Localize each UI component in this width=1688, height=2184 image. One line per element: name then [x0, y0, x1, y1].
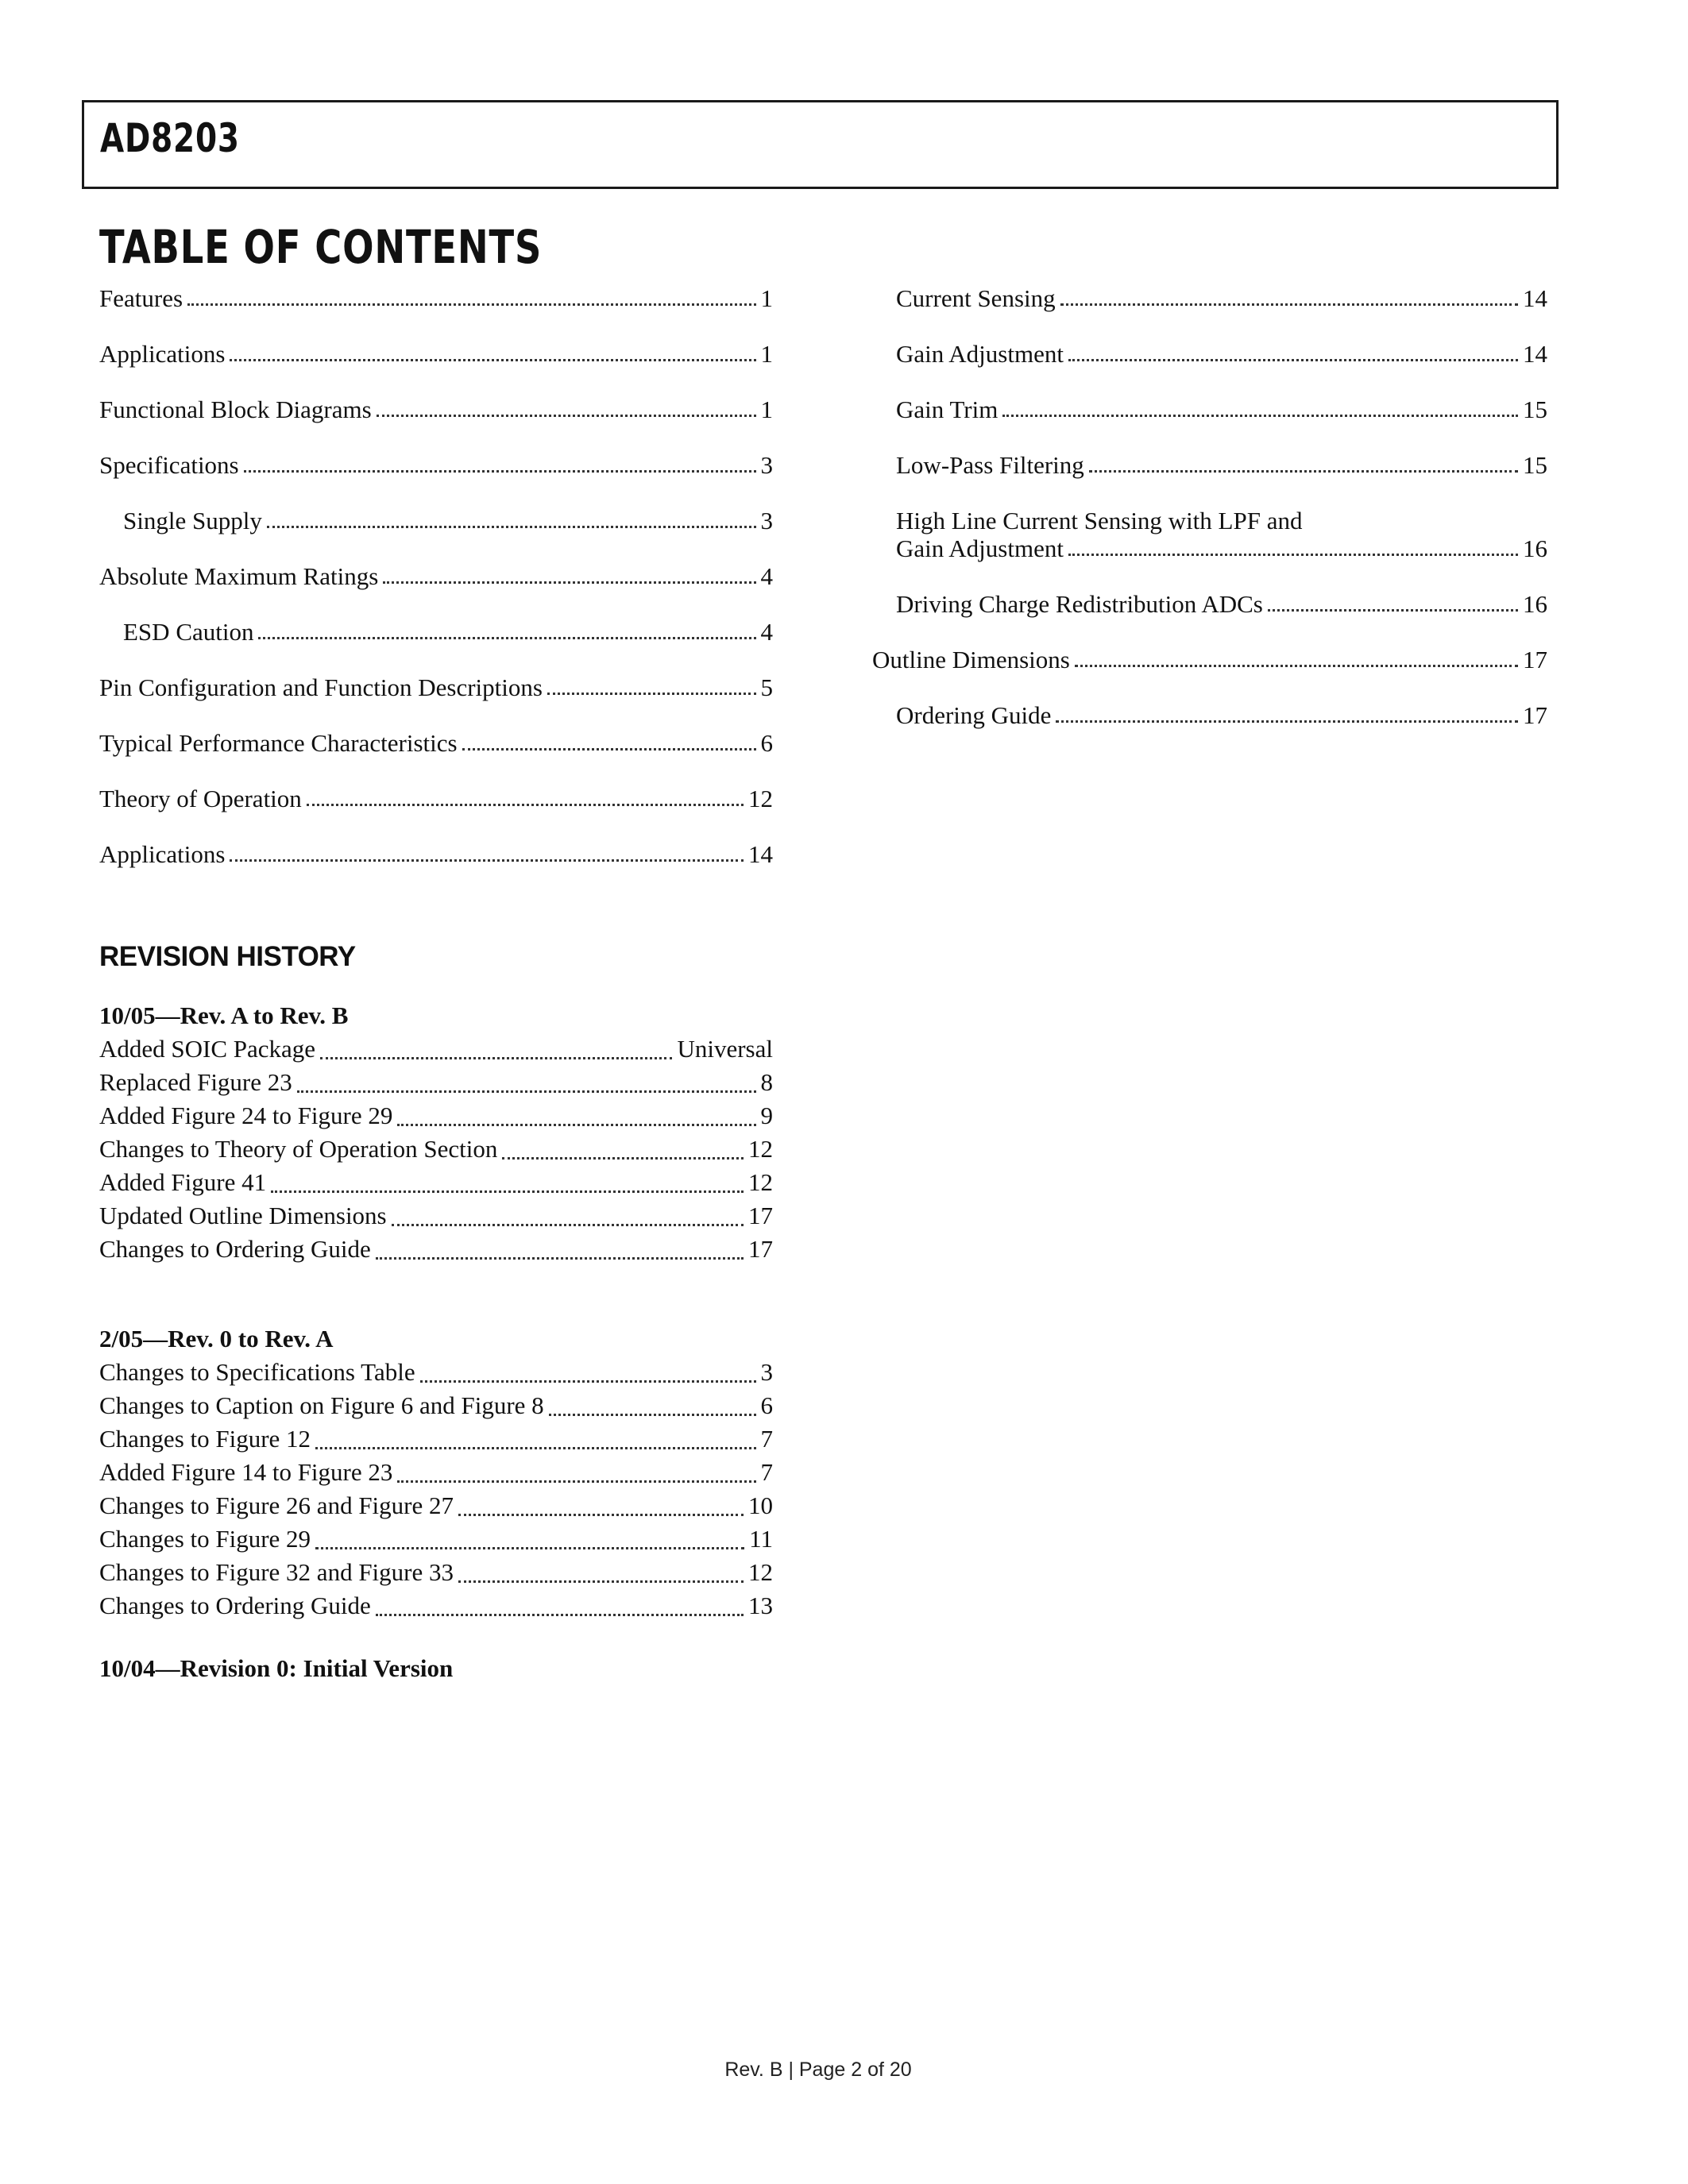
revision-item	[99, 1233, 773, 1266]
dot-leader	[1002, 415, 1518, 417]
toc-entry-page: 17	[1523, 701, 1547, 729]
toc-entry[interactable]	[99, 673, 773, 701]
revision-item-label: Changes to Caption on Figure 6 and Figure 8	[99, 1391, 544, 1419]
revision-item-page: 12	[748, 1135, 773, 1163]
toc-entry-page: 5	[760, 673, 773, 701]
revision-item-label: Added Figure 24 to Figure 29	[99, 1102, 393, 1129]
toc-entry-label: Ordering Guide	[896, 701, 1052, 729]
revision-heading: 2/05—Rev. 0 to Rev. A	[99, 1325, 334, 1352]
revision-item	[99, 1556, 773, 1589]
dot-leader	[1060, 303, 1518, 306]
dot-leader	[462, 748, 756, 751]
revision-block	[99, 1652, 773, 1685]
toc-entry[interactable]	[99, 840, 773, 868]
toc-entry-page: 4	[760, 618, 773, 646]
toc-entry-label: Current Sensing	[896, 284, 1056, 312]
toc-entry-label: Functional Block Diagrams	[99, 396, 372, 423]
toc-entry[interactable]	[872, 507, 1547, 562]
toc-entry-label: Theory of Operation	[99, 785, 302, 812]
toc-entry[interactable]	[99, 618, 773, 646]
toc-entry[interactable]	[872, 646, 1547, 673]
toc-entry-label: Pin Configuration and Function Descriptions	[99, 673, 543, 701]
revision-item	[99, 1456, 773, 1489]
revision-block	[99, 999, 773, 1266]
dot-leader	[377, 415, 756, 417]
revision-item	[99, 1522, 773, 1556]
toc-right-column	[872, 284, 1547, 757]
revision-item-label: Changes to Figure 29	[99, 1525, 311, 1553]
revision-item	[99, 1099, 773, 1133]
dot-leader	[397, 1480, 755, 1483]
revision-heading: 10/04—Revision 0: Initial Version	[99, 1654, 454, 1682]
revision-item-label: Changes to Ordering Guide	[99, 1235, 371, 1263]
toc-entry[interactable]	[872, 284, 1547, 312]
toc-entry-label: Gain Adjustment	[896, 340, 1064, 368]
dot-leader	[187, 303, 755, 306]
revision-item-label: Updated Outline Dimensions	[99, 1202, 387, 1229]
revision-item-page: 17	[748, 1235, 773, 1263]
dot-leader	[230, 359, 755, 361]
part-number: AD8203	[100, 115, 240, 161]
toc-entry[interactable]	[99, 507, 773, 534]
revision-item-page: 17	[748, 1202, 773, 1229]
toc-entry-label: ESD Caution	[123, 618, 254, 646]
revision-item-label: Added SOIC Package	[99, 1035, 316, 1063]
dot-leader	[320, 1057, 672, 1059]
revision-item	[99, 1489, 773, 1522]
revision-item-page: 7	[760, 1425, 773, 1453]
dot-leader	[1268, 609, 1518, 612]
dot-leader	[1056, 720, 1518, 723]
revision-item	[99, 1166, 773, 1199]
revision-item-label: Added Figure 14 to Figure 23	[99, 1458, 393, 1486]
revision-item-label: Replaced Figure 23	[99, 1068, 292, 1096]
toc-entry[interactable]	[872, 701, 1547, 729]
revision-item-label: Changes to Figure 12	[99, 1425, 311, 1453]
toc-entry-label: Gain Adjustment	[896, 534, 1064, 562]
dot-leader	[1068, 554, 1518, 556]
dot-leader	[315, 1547, 744, 1549]
dot-leader	[420, 1380, 756, 1383]
revision-item	[99, 1389, 773, 1422]
revision-item	[99, 1356, 773, 1389]
toc-entry[interactable]	[99, 284, 773, 312]
revision-item-label: Changes to Theory of Operation Section	[99, 1135, 498, 1163]
toc-entry-page: 6	[760, 729, 773, 757]
toc-entry-page: 16	[1523, 534, 1547, 562]
toc-entry[interactable]	[99, 785, 773, 812]
dot-leader	[549, 1414, 756, 1416]
revision-item-page: 13	[748, 1592, 773, 1619]
toc-entry-label: Typical Performance Characteristics	[99, 729, 458, 757]
revision-item	[99, 1133, 773, 1166]
header-box	[82, 100, 1559, 189]
toc-entry-page: 1	[760, 284, 773, 312]
revision-item-page: 3	[760, 1358, 773, 1386]
revision-item	[99, 1032, 773, 1066]
dot-leader	[376, 1614, 744, 1616]
revision-heading: 10/05—Rev. A to Rev. B	[99, 1001, 349, 1029]
toc-entry-page: 16	[1523, 590, 1547, 618]
dot-leader	[230, 859, 744, 862]
revision-item-page: 12	[748, 1558, 773, 1586]
toc-entry-page: 3	[760, 451, 773, 479]
toc-entry[interactable]	[99, 396, 773, 423]
toc-entry-page: 1	[760, 340, 773, 368]
dot-leader	[297, 1090, 756, 1093]
toc-entry-page: 14	[1523, 340, 1547, 368]
toc-entry-label: Single Supply	[123, 507, 262, 534]
toc-entry-label: Driving Charge Redistribution ADCs	[896, 590, 1263, 618]
toc-entry-page: 17	[1523, 646, 1547, 673]
toc-entry-label: High Line Current Sensing with LPF and	[896, 507, 1303, 534]
toc-entry-label: Applications	[99, 340, 226, 368]
revision-item-label: Added Figure 41	[99, 1168, 267, 1196]
toc-entry-label: Features	[99, 284, 183, 312]
toc-entry[interactable]	[99, 451, 773, 479]
toc-entry-label: Outline Dimensions	[872, 646, 1070, 673]
toc-entry[interactable]	[99, 562, 773, 590]
toc-entry-label: Low-Pass Filtering	[896, 451, 1084, 479]
dot-leader	[244, 470, 756, 473]
revision-item-page: 9	[760, 1102, 773, 1129]
dot-leader	[376, 1257, 744, 1260]
dot-leader	[1089, 470, 1518, 473]
revision-item	[99, 1199, 773, 1233]
dot-leader	[458, 1514, 744, 1516]
revision-item-page: 10	[748, 1491, 773, 1519]
revision-item	[99, 1066, 773, 1099]
dot-leader	[315, 1447, 755, 1449]
revision-item-page: Universal	[677, 1035, 773, 1063]
dot-leader	[1075, 665, 1518, 667]
toc-entry-page: 15	[1523, 451, 1547, 479]
toc-entry-page: 15	[1523, 396, 1547, 423]
revision-item-page: 7	[760, 1458, 773, 1486]
revision-item-page: 6	[760, 1391, 773, 1419]
toc-entry-page: 4	[760, 562, 773, 590]
revision-item-label: Changes to Figure 32 and Figure 33	[99, 1558, 454, 1586]
dot-leader	[392, 1224, 744, 1226]
revision-history-title: REVISION HISTORY	[99, 941, 356, 972]
toc-entry-page: 14	[748, 840, 773, 868]
toc-entry[interactable]	[872, 451, 1547, 479]
toc-entry[interactable]	[872, 396, 1547, 423]
revision-item	[99, 1589, 773, 1623]
dot-leader	[271, 1190, 744, 1193]
toc-title: TABLE OF CONTENTS	[99, 220, 543, 274]
toc-entry-page: 14	[1523, 284, 1547, 312]
page-footer: Rev. B | Page 2 of 20	[724, 2059, 912, 2081]
toc-entry[interactable]	[872, 590, 1547, 618]
toc-entry-label: Absolute Maximum Ratings	[99, 562, 379, 590]
dot-leader	[547, 693, 756, 695]
dot-leader	[502, 1157, 744, 1160]
revision-item	[99, 1422, 773, 1456]
toc-entry-label: Gain Trim	[896, 396, 999, 423]
dot-leader	[458, 1580, 744, 1583]
revision-item-page: 8	[760, 1068, 773, 1096]
dot-leader	[1068, 359, 1518, 361]
revision-item-page: 12	[748, 1168, 773, 1196]
dot-leader	[267, 526, 756, 528]
revision-item-label: Changes to Ordering Guide	[99, 1592, 371, 1619]
toc-entry-page: 1	[760, 396, 773, 423]
toc-left-column	[99, 284, 773, 896]
toc-entry[interactable]	[872, 340, 1547, 368]
toc-entry[interactable]	[99, 729, 773, 757]
revision-item-label: Changes to Specifications Table	[99, 1358, 415, 1386]
toc-entry-page: 12	[748, 785, 773, 812]
toc-entry[interactable]	[99, 340, 773, 368]
toc-entry-label: Specifications	[99, 451, 239, 479]
toc-entry-page: 3	[760, 507, 773, 534]
toc-entry-label: Applications	[99, 840, 226, 868]
revision-item-label: Changes to Figure 26 and Figure 27	[99, 1491, 454, 1519]
dot-leader	[383, 581, 755, 584]
revision-block	[99, 1322, 773, 1623]
dot-leader	[258, 637, 755, 639]
revision-item-page: 11	[749, 1525, 773, 1553]
dot-leader	[307, 804, 744, 806]
dot-leader	[397, 1124, 755, 1126]
